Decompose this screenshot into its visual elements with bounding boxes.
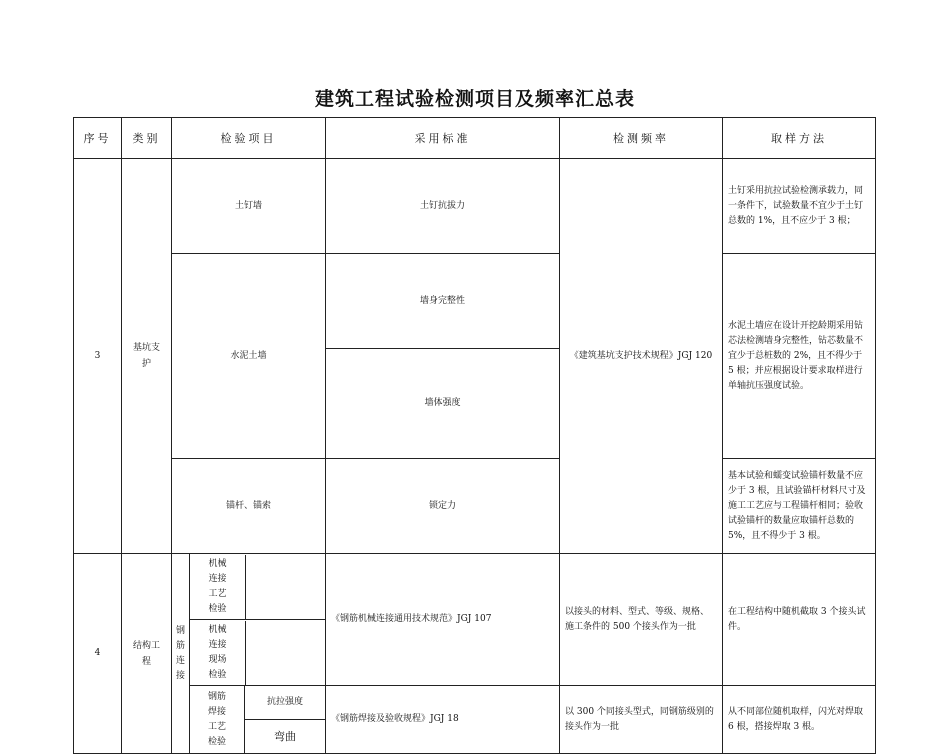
table-row xyxy=(74,459,876,554)
table-row xyxy=(74,686,876,720)
item-cell: 机械连接现场检验 xyxy=(190,620,326,686)
standard-cell: 《钢筋机械连接通用技术规范》JGJ 107 xyxy=(326,554,560,686)
item-cell: 机械连接工艺检验 xyxy=(190,554,326,620)
seq-cell: 3 xyxy=(74,159,122,554)
frequency-cell: 以 300 个同接头型式，同钢筋级别的接头作为一批 xyxy=(560,686,723,754)
group-cell: 钢筋连接 xyxy=(172,554,190,754)
seq-cell: 4 xyxy=(74,554,122,754)
header-frequency: 检测频率 xyxy=(560,118,723,159)
category-cell: 结构工程 xyxy=(122,554,172,754)
frequency-cell: 以接头的材料、型式、等级、规格、施工条件的 500 个接头作为一批 xyxy=(560,554,723,686)
document-title: 建筑工程试验检测项目及频率汇总表 xyxy=(314,88,635,110)
header-standard: 采用标准 xyxy=(326,118,560,159)
sampling-cell: 从不同部位随机取样，闪光对焊取 6 根，搭接焊取 3 根。 xyxy=(723,686,876,754)
table-row xyxy=(74,159,876,254)
sub-item-cell: 弯曲 xyxy=(245,720,326,754)
sub-item-cell: 锁定力 xyxy=(326,459,560,554)
table-header-row xyxy=(74,118,876,159)
header-sampling: 取样方法 xyxy=(723,118,876,159)
standard-cell: 《建筑基坑支护技术规程》JGJ 120 xyxy=(560,159,723,554)
item-cell: 锚杆、锚索 xyxy=(172,459,326,554)
standard-cell: 《钢筋焊接及验收规程》JGJ 18 xyxy=(326,686,560,754)
inspection-table xyxy=(73,117,876,754)
header-items: 检验项目 xyxy=(172,118,326,159)
item-cell: 钢筋焊接工艺检验 xyxy=(190,686,245,754)
table-row xyxy=(74,254,876,349)
header-seq: 序号 xyxy=(74,118,122,159)
sub-item-cell: 墙体强度 xyxy=(326,349,560,459)
item-cell: 土钉墙 xyxy=(172,159,326,254)
header-category: 类别 xyxy=(122,118,172,159)
item-cell: 水泥土墙 xyxy=(172,254,326,459)
sub-item-cell: 抗拉强度 xyxy=(245,686,326,720)
sampling-cell: 在工程结构中随机截取 3 个接头试件。 xyxy=(723,554,876,686)
frequency-cell: 土钉采用抗拉试验检测承载力，同一条件下，试验数量不宜少于土钉总数的 1%，且不应少于 3 根； xyxy=(723,159,876,254)
category-cell: 基坑支护 xyxy=(122,159,172,554)
frequency-cell: 水泥土墙应在设计开挖龄期采用钻芯法检测墙身完整性，钻芯数量不宜少于总桩数的 2%，且不得少于 5 根；并应根据设计要求取样进行单轴抗压强度试验。 xyxy=(723,254,876,459)
table-row xyxy=(74,554,876,620)
frequency-cell: 基本试验和蠕变试验锚杆数量不应少于 3 根，且试验锚杆材料尺寸及施工工艺应与工程锚杆相同；验收试验锚杆的数量应取锚杆总数的 5%，且不得少于 3 根。 xyxy=(723,459,876,554)
sub-item-cell: 墙身完整性 xyxy=(326,254,560,349)
sub-item-cell: 土钉抗拔力 xyxy=(326,159,560,254)
